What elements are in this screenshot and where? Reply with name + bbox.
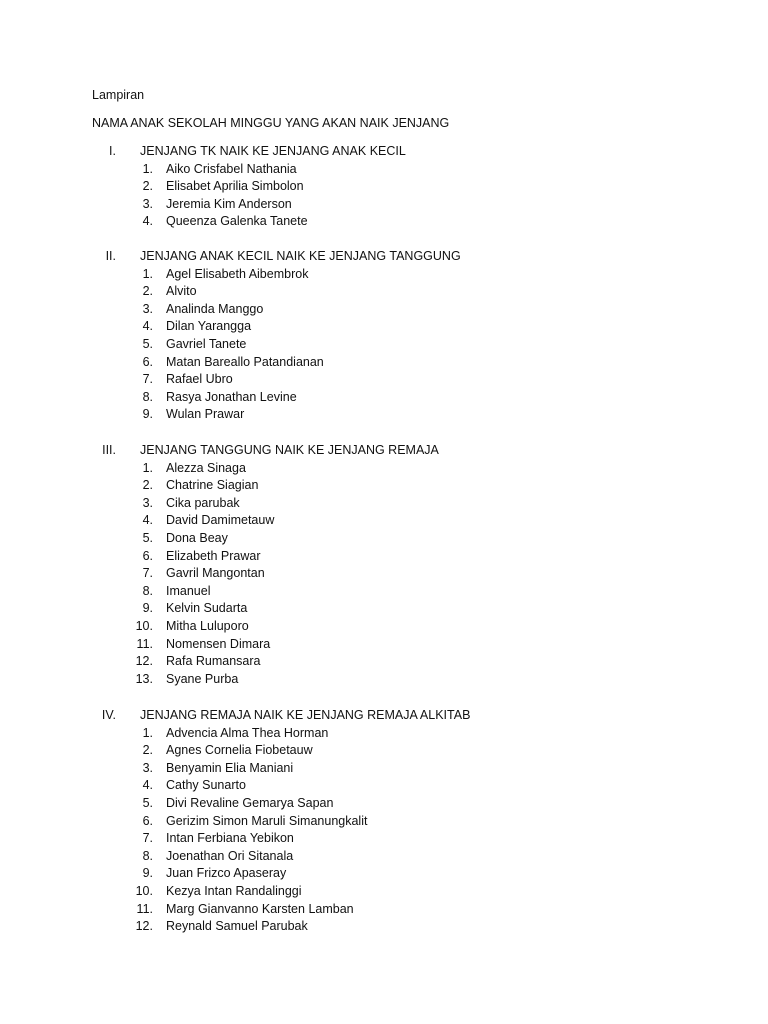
list-item: Cika parubak — [166, 495, 240, 510]
list-item: Intan Ferbiana Yebikon — [166, 831, 294, 846]
list-item-number: 1. — [142, 161, 153, 176]
list-item: Reynald Samuel Parubak — [166, 919, 308, 934]
list-item-number: 1. — [142, 266, 153, 281]
list-item: Analinda Manggo — [166, 301, 264, 316]
section-numeral: II. — [105, 249, 116, 263]
list-item-number: 1. — [142, 725, 153, 740]
list-item-number: 4. — [142, 319, 153, 334]
list-item-number: 7. — [142, 831, 153, 846]
list-item: Aiko Crisfabel Nathania — [166, 161, 297, 176]
list-item: Rasya Jonathan Levine — [166, 389, 297, 404]
attachment-label: Lampiran — [92, 88, 145, 102]
list-item: Imanuel — [166, 583, 211, 598]
section-title: JENJANG REMAJA NAIK KE JENJANG REMAJA ALKITAB — [140, 708, 471, 722]
list-item: Agel Elisabeth Aibembrok — [166, 266, 309, 281]
list-item: Nomensen Dimara — [166, 636, 271, 651]
document-title: NAMA ANAK SEKOLAH MINGGU YANG AKAN NAIK JENJANG — [92, 116, 450, 130]
list-item-number: 11. — [136, 636, 153, 651]
list-item: Elizabeth Prawar — [166, 548, 261, 563]
list-item-number: 4. — [142, 214, 153, 229]
list-item-number: 5. — [142, 337, 153, 351]
list-item: Agnes Cornelia Fiobetauw — [166, 743, 313, 758]
list-item: Matan Bareallo Patandianan — [166, 354, 324, 369]
list-item: Elisabet Aprilia Simbolon — [166, 179, 304, 194]
list-item-number: 2. — [142, 284, 153, 299]
list-item: Cathy Sunarto — [166, 778, 246, 793]
list-item-number: 5. — [142, 531, 153, 545]
list-item: Syane Purba — [166, 671, 239, 686]
list-item-number: 3. — [142, 495, 153, 510]
list-item-number: 10. — [135, 619, 153, 633]
list-item: Chatrine Siagian — [166, 478, 259, 493]
list-item: David Damimetauw — [166, 513, 275, 528]
list-item-number: 8. — [142, 583, 153, 598]
list-item: Dona Beay — [166, 531, 228, 545]
list-item: Dilan Yarangga — [166, 319, 252, 334]
list-item: Gavriel Tanete — [166, 337, 247, 351]
list-item-number: 10. — [135, 884, 153, 898]
list-item-number: 9. — [142, 866, 153, 881]
section-numeral: IV. — [101, 708, 116, 722]
list-item: Marg Gianvanno Karsten Lamban — [166, 901, 354, 916]
list-item-number: 9. — [142, 601, 153, 616]
list-item: Divi Revaline Gemarya Sapan — [166, 796, 334, 810]
list-item-number: 5. — [142, 796, 153, 810]
section-title: JENJANG TANGGUNG NAIK KE JENJANG REMAJA — [140, 443, 439, 457]
list-item: Wulan Prawar — [166, 407, 245, 422]
list-item-number: 1. — [142, 460, 153, 475]
list-item: Alvito — [166, 284, 197, 299]
list-item: Rafael Ubro — [166, 372, 233, 387]
list-item-number: 8. — [142, 389, 153, 404]
list-item-number: 3. — [142, 196, 153, 211]
list-item-number: 2. — [142, 179, 153, 194]
list-item-number: 9. — [142, 407, 153, 422]
list-item-number: 3. — [142, 760, 153, 775]
list-item-number: 6. — [142, 813, 153, 828]
list-item: Jeremia Kim Anderson — [166, 196, 292, 211]
list-item-number: 12. — [135, 654, 153, 669]
section-numeral: I. — [109, 144, 116, 158]
list-item: Rafa Rumansara — [166, 654, 261, 669]
list-item-number: 2. — [142, 478, 153, 493]
list-item: Alezza Sinaga — [166, 460, 246, 475]
list-item: Juan Frizco Apaseray — [166, 866, 287, 881]
section-title: JENJANG TK NAIK KE JENJANG ANAK KECIL — [140, 144, 406, 158]
list-item-number: 12. — [135, 919, 153, 934]
list-item: Joenathan Ori Sitanala — [166, 848, 294, 863]
list-item: Kezya Intan Randalinggi — [166, 884, 302, 898]
list-item-number: 3. — [142, 301, 153, 316]
list-item: Advencia Alma Thea Horman — [166, 725, 329, 740]
list-item-number: 11. — [136, 901, 153, 916]
list-item-number: 6. — [142, 354, 153, 369]
list-item-number: 7. — [142, 566, 153, 581]
list-item-number: 7. — [142, 372, 153, 387]
section-title: JENJANG ANAK KECIL NAIK KE JENJANG TANGGUNG — [140, 249, 461, 263]
list-item-number: 13. — [135, 671, 153, 686]
list-item: Mitha Luluporo — [166, 619, 249, 633]
list-item: Benyamin Elia Maniani — [166, 760, 294, 775]
list-item-number: 8. — [142, 848, 153, 863]
list-item: Gerizim Simon Maruli Simanungkalit — [166, 813, 368, 828]
list-item-number: 4. — [142, 778, 153, 793]
section-numeral: III. — [102, 443, 116, 457]
list-item-number: 2. — [142, 743, 153, 758]
list-item-number: 6. — [142, 548, 153, 563]
list-item: Kelvin Sudarta — [166, 601, 248, 616]
list-item-number: 4. — [142, 513, 153, 528]
list-item: Gavril Mangontan — [166, 566, 265, 581]
list-item: Queenza Galenka Tanete — [166, 214, 308, 229]
